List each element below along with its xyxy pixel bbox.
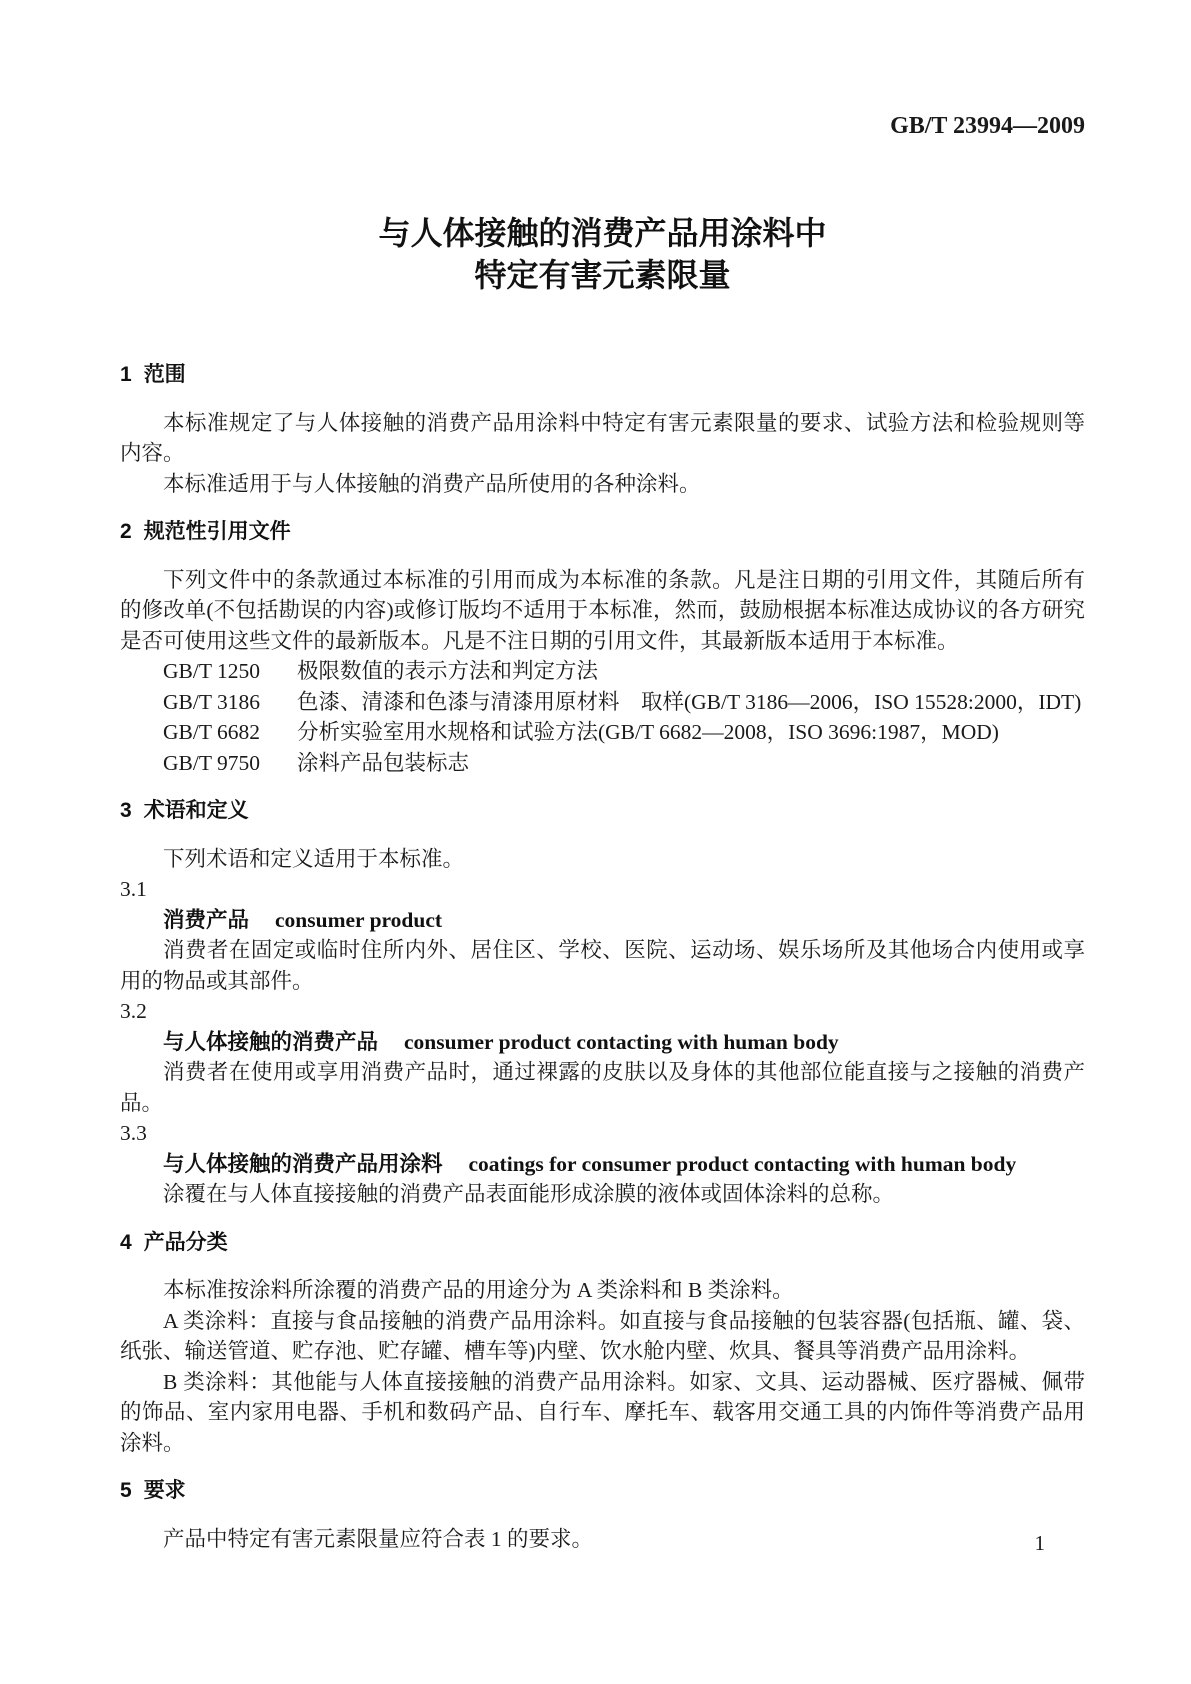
section-number: 3 bbox=[120, 799, 132, 822]
term-definition: 涂覆在与人体直接接触的消费产品表面能形成涂膜的液体或固体涂料的总称。 bbox=[163, 1182, 895, 1206]
section-number: 4 bbox=[120, 1230, 132, 1254]
reference-code: GB/T 6682 bbox=[163, 720, 260, 744]
classification-paragraph-1: 本标准按涂料所涂覆的消费产品的用途分为 A 类涂料和 B 类涂料。 bbox=[163, 1278, 794, 1302]
term-definition: 消费者在固定或临时住所内外、居住区、学校、医院、运动场、娱乐场所及其他场合内使用或享用的物品或其部件。 bbox=[120, 938, 1085, 993]
classification-paragraph-type-a: A 类涂料：直接与食品接触的消费产品用涂料。如直接与食品接触的包装容器(包括瓶、罐、袋、纸张、输送管道、贮存池、贮存罐、槽车等)内壁、饮水舱内壁、炊具、餐具等消费产品用涂料。 bbox=[120, 1308, 1085, 1363]
requirements-paragraph: 产品中特定有害元素限量应符合表 1 的要求。 bbox=[163, 1526, 594, 1551]
section-number: 1 bbox=[120, 363, 132, 386]
scope-paragraph-2: 本标准适用于与人体接触的消费产品所使用的各种涂料。 bbox=[163, 471, 701, 496]
scope-paragraph-1: 本标准规定了与人体接触的消费产品用涂料中特定有害元素限量的要求、试验方法和检验规则等内容。 bbox=[120, 410, 1085, 465]
section-normative-references bbox=[120, 517, 1085, 778]
section-title: 术语和定义 bbox=[143, 799, 249, 822]
section-title: 范围 bbox=[143, 363, 186, 386]
section-terms-heading bbox=[120, 796, 1085, 827]
reference-item bbox=[163, 687, 1085, 718]
term-name bbox=[120, 1027, 1085, 1058]
doc-title-line2: 特定有害元素限量 bbox=[474, 257, 731, 293]
term-name-chinese: 消费产品 bbox=[163, 907, 250, 932]
reference-title: 色漆、清漆和色漆与清漆用原材料 取样(GB/T 3186—2006，ISO 15528:2000，IDT) bbox=[296, 689, 1082, 714]
term-name-english: consumer product bbox=[275, 907, 443, 932]
term-entry-3-1 bbox=[120, 874, 1085, 996]
classification-paragraph-type-b: B 类涂料：其他能与人体直接接触的消费产品用涂料。如家、文具、运动器械、医疗器械、佩带的饰品、室内家用电器、手机和数码产品、自行车、摩托车、载客用交通工具的内饰件等消费产品用涂料。 bbox=[120, 1369, 1085, 1455]
reference-list bbox=[120, 656, 1085, 778]
section-title: 规范性引用文件 bbox=[143, 520, 291, 543]
reference-item bbox=[163, 656, 1085, 687]
reference-title: 分析实验室用水规格和试验方法(GB/T 6682—2008，ISO 3696:1987，MOD) bbox=[296, 720, 999, 744]
references-intro-paragraph: 下列文件中的条款通过本标准的引用而成为本标准的条款。凡是注日期的引用文件，其随后所有的修改单(不包括勘误的内容)或修订版均不适用于本标准，然而，鼓励根据本标准达成协议的各方研究是否可使用这些文件的最新版本。凡是不注日期的引用文件，其最新版本适用于本标准。 bbox=[120, 567, 1085, 653]
term-entry-3-3 bbox=[120, 1118, 1085, 1210]
term-entry-3-2 bbox=[120, 996, 1085, 1118]
section-scope bbox=[120, 360, 1085, 499]
page-number: 1 bbox=[1034, 1531, 1045, 1555]
section-title: 产品分类 bbox=[143, 1230, 228, 1254]
reference-code: GB/T 3186 bbox=[163, 689, 260, 714]
term-number: 3.2 bbox=[120, 999, 147, 1023]
section-product-classification bbox=[120, 1228, 1085, 1459]
term-definition: 消费者在使用或享用消费产品时，通过裸露的皮肤以及身体的其他部位能直接与之接触的消费产品。 bbox=[120, 1060, 1085, 1115]
doc-title bbox=[120, 212, 1085, 296]
reference-title: 涂料产品包装标志 bbox=[296, 750, 469, 775]
term-name bbox=[120, 905, 1085, 936]
section-references-heading bbox=[120, 517, 1085, 548]
reference-code: GB/T 9750 bbox=[163, 750, 260, 775]
reference-item bbox=[163, 748, 1085, 779]
term-number: 3.1 bbox=[120, 877, 147, 901]
section-requirements bbox=[120, 1476, 1085, 1554]
terms-intro-paragraph: 下列术语和定义适用于本标准。 bbox=[163, 846, 465, 871]
section-title: 要求 bbox=[143, 1479, 186, 1502]
term-name-english: consumer product contacting with human body bbox=[404, 1029, 839, 1054]
term-name-chinese: 与人体接触的消费产品用涂料 bbox=[163, 1151, 443, 1176]
term-name-chinese: 与人体接触的消费产品 bbox=[163, 1029, 379, 1054]
section-terms-and-definitions bbox=[120, 796, 1085, 1210]
reference-item bbox=[163, 717, 1085, 748]
term-number: 3.3 bbox=[120, 1121, 147, 1145]
reference-code: GB/T 1250 bbox=[163, 659, 260, 683]
doc-title-line1: 与人体接触的消费产品用涂料中 bbox=[378, 215, 827, 251]
section-classification-heading bbox=[120, 1228, 1085, 1259]
section-number: 5 bbox=[120, 1479, 132, 1502]
reference-title: 极限数值的表示方法和判定方法 bbox=[296, 659, 598, 683]
term-name bbox=[120, 1149, 1085, 1180]
doc-number: GB/T 23994—2009 bbox=[890, 113, 1085, 139]
section-number: 2 bbox=[120, 520, 132, 543]
section-requirements-heading bbox=[120, 1476, 1085, 1507]
section-scope-heading bbox=[120, 360, 1085, 391]
term-name-english: coatings for consumer product contacting with human body bbox=[468, 1151, 1017, 1176]
